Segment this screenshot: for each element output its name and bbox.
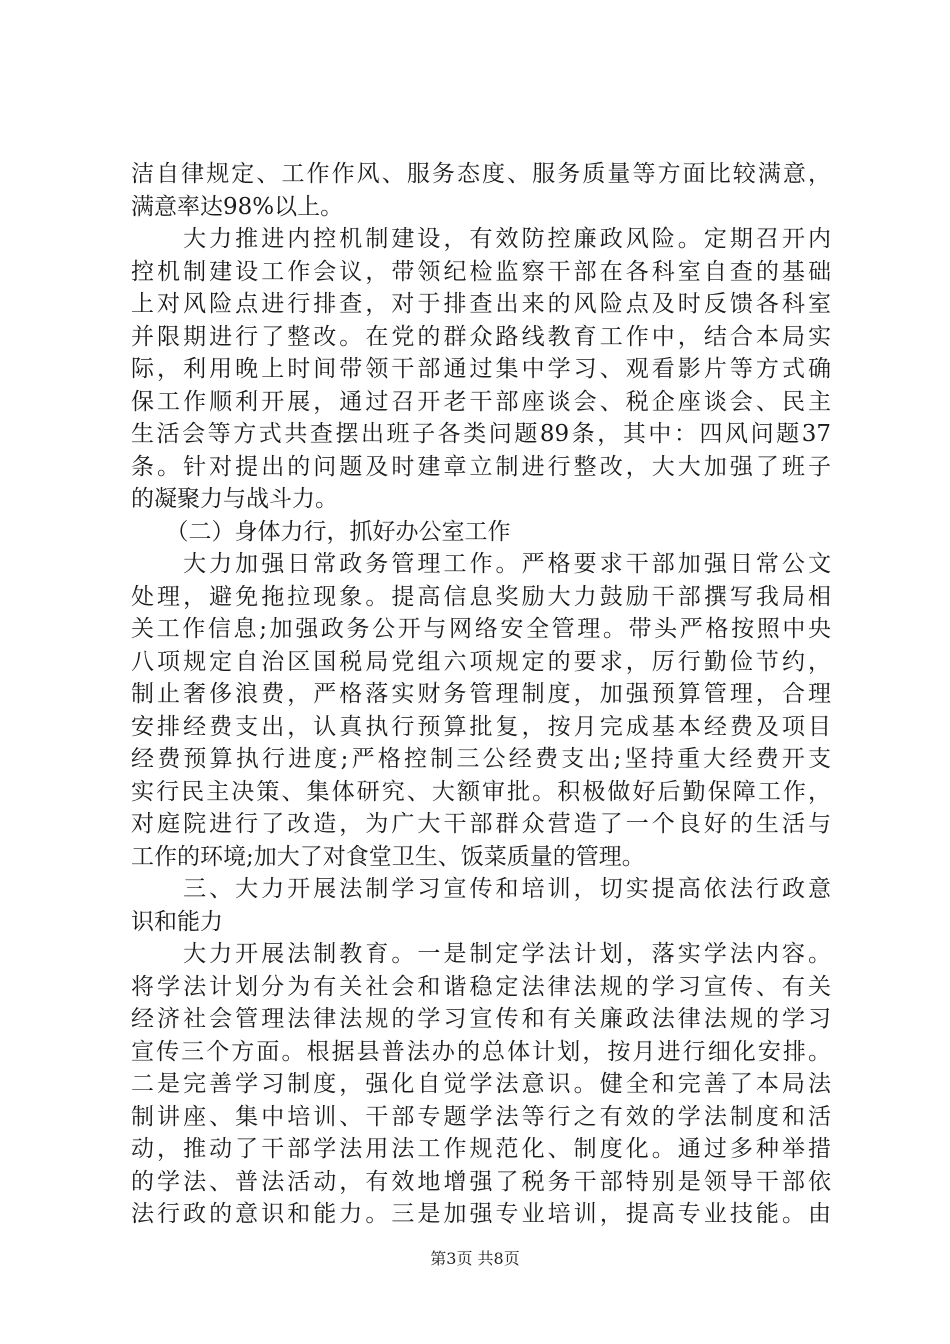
text-line: 的凝聚力与战斗力。 xyxy=(131,486,338,512)
text-line: 动，推动了干部学法用法工作规范化、制度化。通过多种举措 xyxy=(131,1136,831,1162)
text-line: 制讲座、集中培训、干部专题学法等行之有效的学法制度和活 xyxy=(131,1103,831,1130)
text-line: 处理，避免拖拉现象。提高信息奖励大力鼓励干部撰写我局相 xyxy=(131,583,831,610)
text-line: 际，利用晚上时间带领干部通过集中学习、观看影片等方式确 xyxy=(131,356,831,382)
page-footer: 第3页 共8页 xyxy=(430,1249,520,1268)
text-line: 上对风险点进行排查，对于排查出来的风险点及时反馈各科室 xyxy=(131,291,831,317)
text-line: 洁自律规定、工作作风、服务态度、服务质量等方面比较满意， xyxy=(131,161,831,187)
text-line: 宣传三个方面。根据县普法办的总体计划，按月进行细化安排。 xyxy=(131,1038,831,1065)
text-line: 控机制建设工作会议，带领纪检监察干部在各科室自查的基础 xyxy=(131,258,831,285)
text-line: 将学法计划分为有关社会和谐稳定法律法规的学习宣传、有关 xyxy=(131,973,831,1000)
text-line: 工作的环境;加大了对食堂卫生、饭菜质量的管理。 xyxy=(131,843,645,870)
text-line: 大力加强日常政务管理工作。严格要求干部加强日常公文 xyxy=(131,551,831,577)
text-line: 条。针对提出的问题及时建章立制进行整改，大大加强了班子 xyxy=(131,453,831,480)
text-line: 安排经费支出，认真执行预算批复，按月完成基本经费及项目 xyxy=(131,713,831,740)
text-line: 二是完善学习制度，强化自觉学法意识。健全和完善了本局法 xyxy=(131,1071,831,1097)
text-line: 八项规定自治区国税局党组六项规定的要求，厉行勤俭节约， xyxy=(131,648,831,675)
text-line: 经费预算执行进度;严格控制三公经费支出;坚持重大经费开支 xyxy=(131,746,831,772)
text-line: 识和能力 xyxy=(131,908,223,935)
document-body xyxy=(131,158,831,1231)
text-line: 并限期进行了整改。在党的群众路线教育工作中，结合本局实 xyxy=(131,323,831,350)
text-line: 实行民主决策、集体研究、大额审批。积极做好后勤保障工作， xyxy=(131,778,831,805)
text-line: 三、大力开展法制学习宣传和培训，切实提高依法行政意 xyxy=(131,876,831,902)
text-line: 制止奢侈浪费，严格落实财务管理制度，加强预算管理，合理 xyxy=(131,681,831,707)
text-line: 关工作信息;加强政务公开与网络安全管理。带头严格按照中央 xyxy=(131,616,831,642)
text-line: 保工作顺利开展，通过召开老干部座谈会、税企座谈会、民主 xyxy=(131,388,831,415)
text-line: 经济社会管理法律法规的学习宣传和有关廉政法律法规的学习 xyxy=(131,1006,831,1032)
text-line: （二）身体力行，抓好办公室工作 xyxy=(131,518,511,545)
text-line: 对庭院进行了改造，为广大干部群众营造了一个良好的生活与 xyxy=(131,811,831,837)
text-line: 的学法、普法活动，有效地增强了税务干部特别是领导干部依 xyxy=(131,1168,831,1195)
text-line: 大力开展法制教育。一是制定学法计划，落实学法内容。 xyxy=(131,941,831,967)
text-line: 法行政的意识和能力。三是加强专业培训，提高专业技能。由 xyxy=(131,1201,831,1227)
text-line: 生活会等方式共查摆出班子各类问题89条，其中：四风问题37 xyxy=(131,421,831,447)
text-line: 满意率达98%以上。 xyxy=(131,193,344,220)
text-line: 大力推进内控机制建设，有效防控廉政风险。定期召开内 xyxy=(131,226,831,252)
